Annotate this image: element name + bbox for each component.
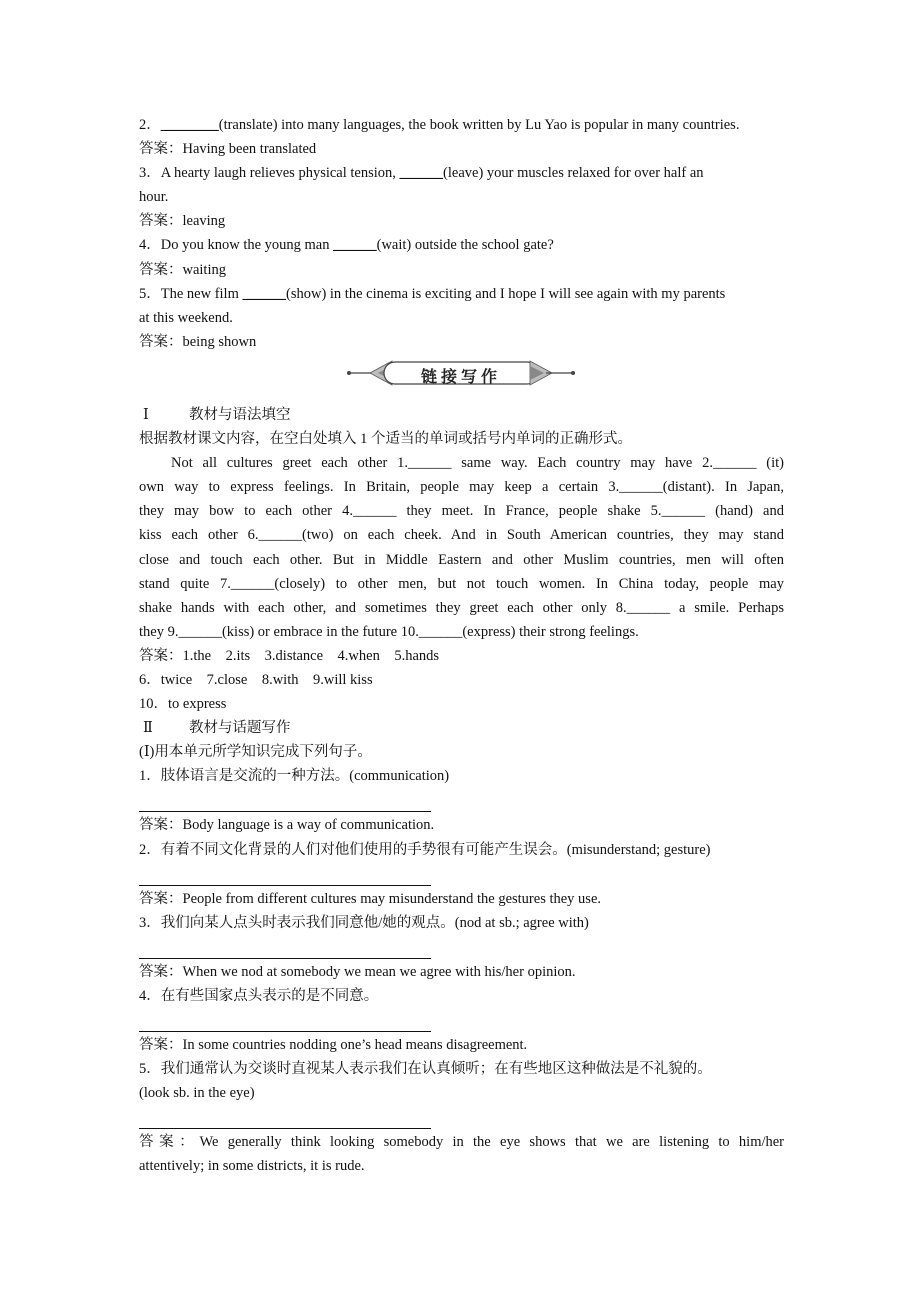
answer-writing-line (139, 788, 431, 812)
question-text: Do you know the young man (160, 237, 330, 254)
passage-line: Not all cultures greet each other 1.______ same way. Each country may have 2.______ (it) (171, 455, 784, 472)
answer-label: 答案： (139, 1037, 183, 1053)
section-2-title: 教材与话题写作 (189, 720, 291, 737)
translation-answer (139, 1033, 784, 1057)
question-text: (show) in the cinema is exciting and I hope I will see again with my parents (286, 285, 726, 302)
section-1-numeral: Ⅰ (143, 406, 149, 423)
passage-line: they may bow to each other 4.______ they meet. In France, people shake 5.______ (hand) and (139, 503, 784, 520)
answer-text: When we nod at somebody we mean we agree with his/her opinion. (182, 963, 576, 980)
section-1-title: 教材与语法填空 (189, 406, 291, 423)
translation-answer (139, 960, 784, 984)
answer-text: Having been translated (182, 141, 317, 158)
translation-question-continued: (look sb. in the eye) (139, 1085, 255, 1102)
answer-text: leaving (182, 213, 226, 230)
section-1-answers-3: 10．to express (139, 696, 227, 713)
question-2 (139, 113, 784, 137)
answer-4 (139, 258, 784, 282)
question-5-continued: at this weekend. (139, 309, 233, 326)
answer-label: 答案： (139, 141, 183, 158)
answer-text: being shown (182, 333, 257, 350)
answer-text: 1.the 2.its 3.distance 4.when 5.hands (182, 647, 440, 664)
translation-answer (139, 1130, 784, 1154)
question-number: 5． (139, 285, 161, 302)
section-1-answers (139, 644, 784, 668)
answer-text: People from different cultures may misunderstand the gestures they use. (182, 890, 602, 907)
answer-writing-line (139, 862, 431, 886)
answer-text: Body language is a way of communication. (182, 817, 435, 834)
translation-answer (139, 813, 784, 837)
answer-text: In some countries nodding one’s head means disagreement. (182, 1037, 528, 1053)
answer-label: 答案： (139, 817, 183, 834)
document-page (139, 113, 784, 1178)
answer-text: We generally think looking somebody in the eye shows that we are listening to him/her (199, 1134, 785, 1151)
translation-question: 4．在有些国家点头表示的是不同意。 (139, 987, 379, 1004)
fill-blank: ______ (399, 165, 444, 182)
answer-writing-line (139, 1008, 431, 1032)
question-4 (139, 233, 784, 257)
question-3 (139, 161, 784, 185)
question-text: (translate) into many languages, the book written by Lu Yao is popular in many countries. (218, 117, 740, 133)
section-2-heading (139, 716, 784, 740)
cloze-passage (139, 451, 784, 644)
translation-question: 2．有着不同文化背景的人们对他们使用的手势很有可能产生误会。(misunderstand; gesture) (139, 841, 711, 858)
answer-writing-line (139, 1105, 431, 1129)
answer-3 (139, 209, 784, 233)
passage-line: own way to express feelings. In Britain, people may keep a certain 3.______(distant). In Japan, (139, 479, 784, 496)
section-1-heading (139, 403, 784, 427)
translation-answer (139, 887, 784, 911)
passage-line: stand quite 7.______(closely) to other men, but not touch women. In China today, people may (139, 575, 784, 592)
passage-line: shake hands with each other, and sometimes they greet each other only 8.______ a smile. Perhaps (139, 599, 784, 616)
answer-5 (139, 330, 784, 354)
fill-blank: ______ (242, 285, 286, 302)
question-5 (139, 282, 784, 306)
translation-question: 5．我们通常认为交谈时直视某人表示我们在认真倾听；在有些地区这种做法是不礼貌的。 (139, 1061, 712, 1078)
passage-line: they 9.______(kiss) or embrace in the future 10.______(express) their strong feelings. (139, 623, 639, 640)
question-number: 3． (139, 165, 161, 182)
translation-question: 1．肢体语言是交流的一种方法。(communication) (139, 768, 450, 785)
fill-blank: ______ (333, 237, 377, 254)
answer-label: 答案： (139, 647, 183, 664)
passage-line: close and touch each other. But in Middle Eastern and other Muslim countries, men will often (139, 551, 784, 568)
answer-label: 答案： (139, 963, 183, 980)
answer-writing-line (139, 935, 431, 959)
question-text: The new film (160, 285, 239, 302)
answer-label: 答案： (139, 1134, 200, 1151)
section-1-instruction: 根据教材课文内容，在空白处填入 1 个适当的单词或括号内单词的正确形式。 (139, 431, 632, 448)
question-number: 4． (139, 237, 161, 254)
passage-line: kiss each other 6.______(two) on each cheek. And in South American countries, they may stand (139, 527, 784, 544)
answer-2 (139, 137, 784, 161)
translation-question: 3．我们向某人点头时表示我们同意他/她的观点。(nod at sb.; agree with) (139, 914, 589, 931)
fill-blank: ________ (160, 117, 219, 133)
answer-text: waiting (182, 261, 226, 278)
answer-label: 答案： (139, 333, 183, 350)
section-2-subheading: (Ⅰ)用本单元所学知识完成下列句子。 (139, 744, 372, 761)
question-number: 2． (139, 117, 161, 133)
translation-answer-continued: attentively; in some districts, it is rude. (139, 1158, 365, 1175)
answer-label: 答案： (139, 890, 183, 907)
question-3-continued: hour. (139, 189, 169, 206)
section-1-answers-2: 6．twice 7.close 8.with 9.will kiss (139, 671, 373, 688)
answer-label: 答案： (139, 261, 183, 278)
question-text: (wait) outside the school gate? (376, 237, 554, 254)
question-text: A hearty laugh relieves physical tension, (160, 165, 396, 182)
answer-label: 答案： (139, 213, 183, 230)
section-2-numeral: Ⅱ (143, 720, 153, 737)
section-banner (139, 355, 784, 403)
banner-title: 链接写作 (420, 366, 501, 386)
question-text: (leave) your muscles relaxed for over half an (443, 165, 704, 182)
